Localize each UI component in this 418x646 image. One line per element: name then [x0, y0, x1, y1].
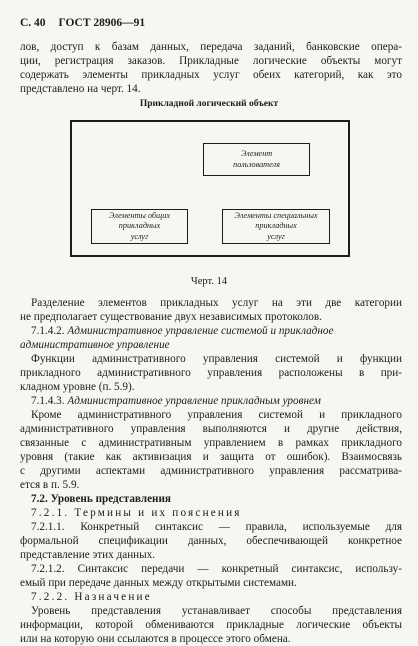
text-line: Разделение элементов прикладных услуг на эти две категории: [31, 297, 402, 309]
text-line: ции, регистрация заказов. Прикладные логические объекты могут: [20, 55, 402, 67]
box-label: прикладных: [255, 221, 297, 231]
text-line: или на которую они ссылаются в процессе этого обмена.: [20, 633, 291, 645]
box-label: Элемент: [240, 149, 273, 158]
special-elements-box: [222, 209, 330, 244]
box-label: услуг: [130, 231, 149, 241]
box-label: услуг: [267, 231, 285, 241]
page-header: [20, 17, 145, 29]
section-heading-7-1-4-2: [31, 324, 402, 338]
text-line: содержать элементы прикладных услуг обеих категорий, как это: [20, 69, 402, 81]
text-line: лов, доступ к базам данных, передача заданий, банковские опера-: [20, 41, 402, 53]
box-label: пользователя: [233, 159, 280, 169]
section-title: Административное управление системой и прикладное: [67, 325, 334, 337]
section-heading-7-2-1: 7.2.1. Термины и их пояснения: [31, 507, 242, 519]
section-number: 7.1.4.3.: [31, 395, 65, 407]
text-line: уровня (такие как активизация и защита от ошибок). Взаимосвязь: [20, 451, 402, 463]
section-heading-7-2-2: 7.2.2. Назначение: [31, 591, 152, 603]
section-heading-7-2: 7.2. Уровень представления: [31, 493, 171, 505]
text-line: представление этих данных.: [20, 549, 156, 561]
section-heading-7-1-4-3: [31, 394, 321, 408]
text-line: Кроме административного управления системой и прикладного: [31, 409, 402, 421]
text-line: не предполагает существование двух независимых протоколов.: [20, 311, 322, 323]
box-label: Элементы общих: [109, 210, 170, 220]
text-line: формальной спецификации данных, обеспечивающей конкретное: [20, 535, 402, 547]
text-line: кладном уровне (п. 5.9).: [20, 381, 135, 393]
box-label: Элементы специальных: [234, 210, 318, 220]
figure-title: Прикладной логический объект: [139, 99, 279, 109]
text-line: Функции административного управления системой и функции: [31, 353, 402, 365]
section-number: 7.1.4.2.: [31, 325, 65, 337]
text-line: емый при передаче данных между открытыми системами.: [20, 577, 297, 589]
common-elements-box: [91, 209, 188, 244]
section-title-cont: административное управление: [20, 339, 170, 351]
figure-caption: Черт. 14: [190, 276, 228, 287]
standard-id: ГОСТ 28906—91: [58, 17, 146, 29]
text-line: 7.2.1.2. Синтаксис передачи — конкретный синтаксис, использу-: [31, 563, 402, 575]
user-element-box: [203, 143, 310, 176]
text-line: связанные с административным управлением в рамках прикладного: [20, 437, 402, 449]
text-line: прикладного административного управления расположены в при-: [20, 367, 402, 379]
page-number: С. 40: [20, 17, 46, 29]
text-line: административного управления выполняются и другие действия,: [20, 423, 402, 435]
text-line: с другими аспектами административного управления рассматрива-: [20, 465, 402, 477]
text-line: ется в п. 5.9.: [20, 479, 80, 491]
text-line: представлено на черт. 14.: [20, 83, 141, 95]
box-label: прикладных: [118, 221, 161, 231]
application-entity-box: [70, 120, 350, 257]
text-line: 7.2.1.1. Конкретный синтаксис — правила, используемые для: [31, 521, 402, 533]
section-title: Административное управление прикладным уровнем: [67, 395, 321, 407]
text-line: Уровень представления устанавливает способы представления: [31, 605, 402, 617]
text-line: информации, которой обмениваются прикладные логические объекты: [20, 619, 402, 631]
